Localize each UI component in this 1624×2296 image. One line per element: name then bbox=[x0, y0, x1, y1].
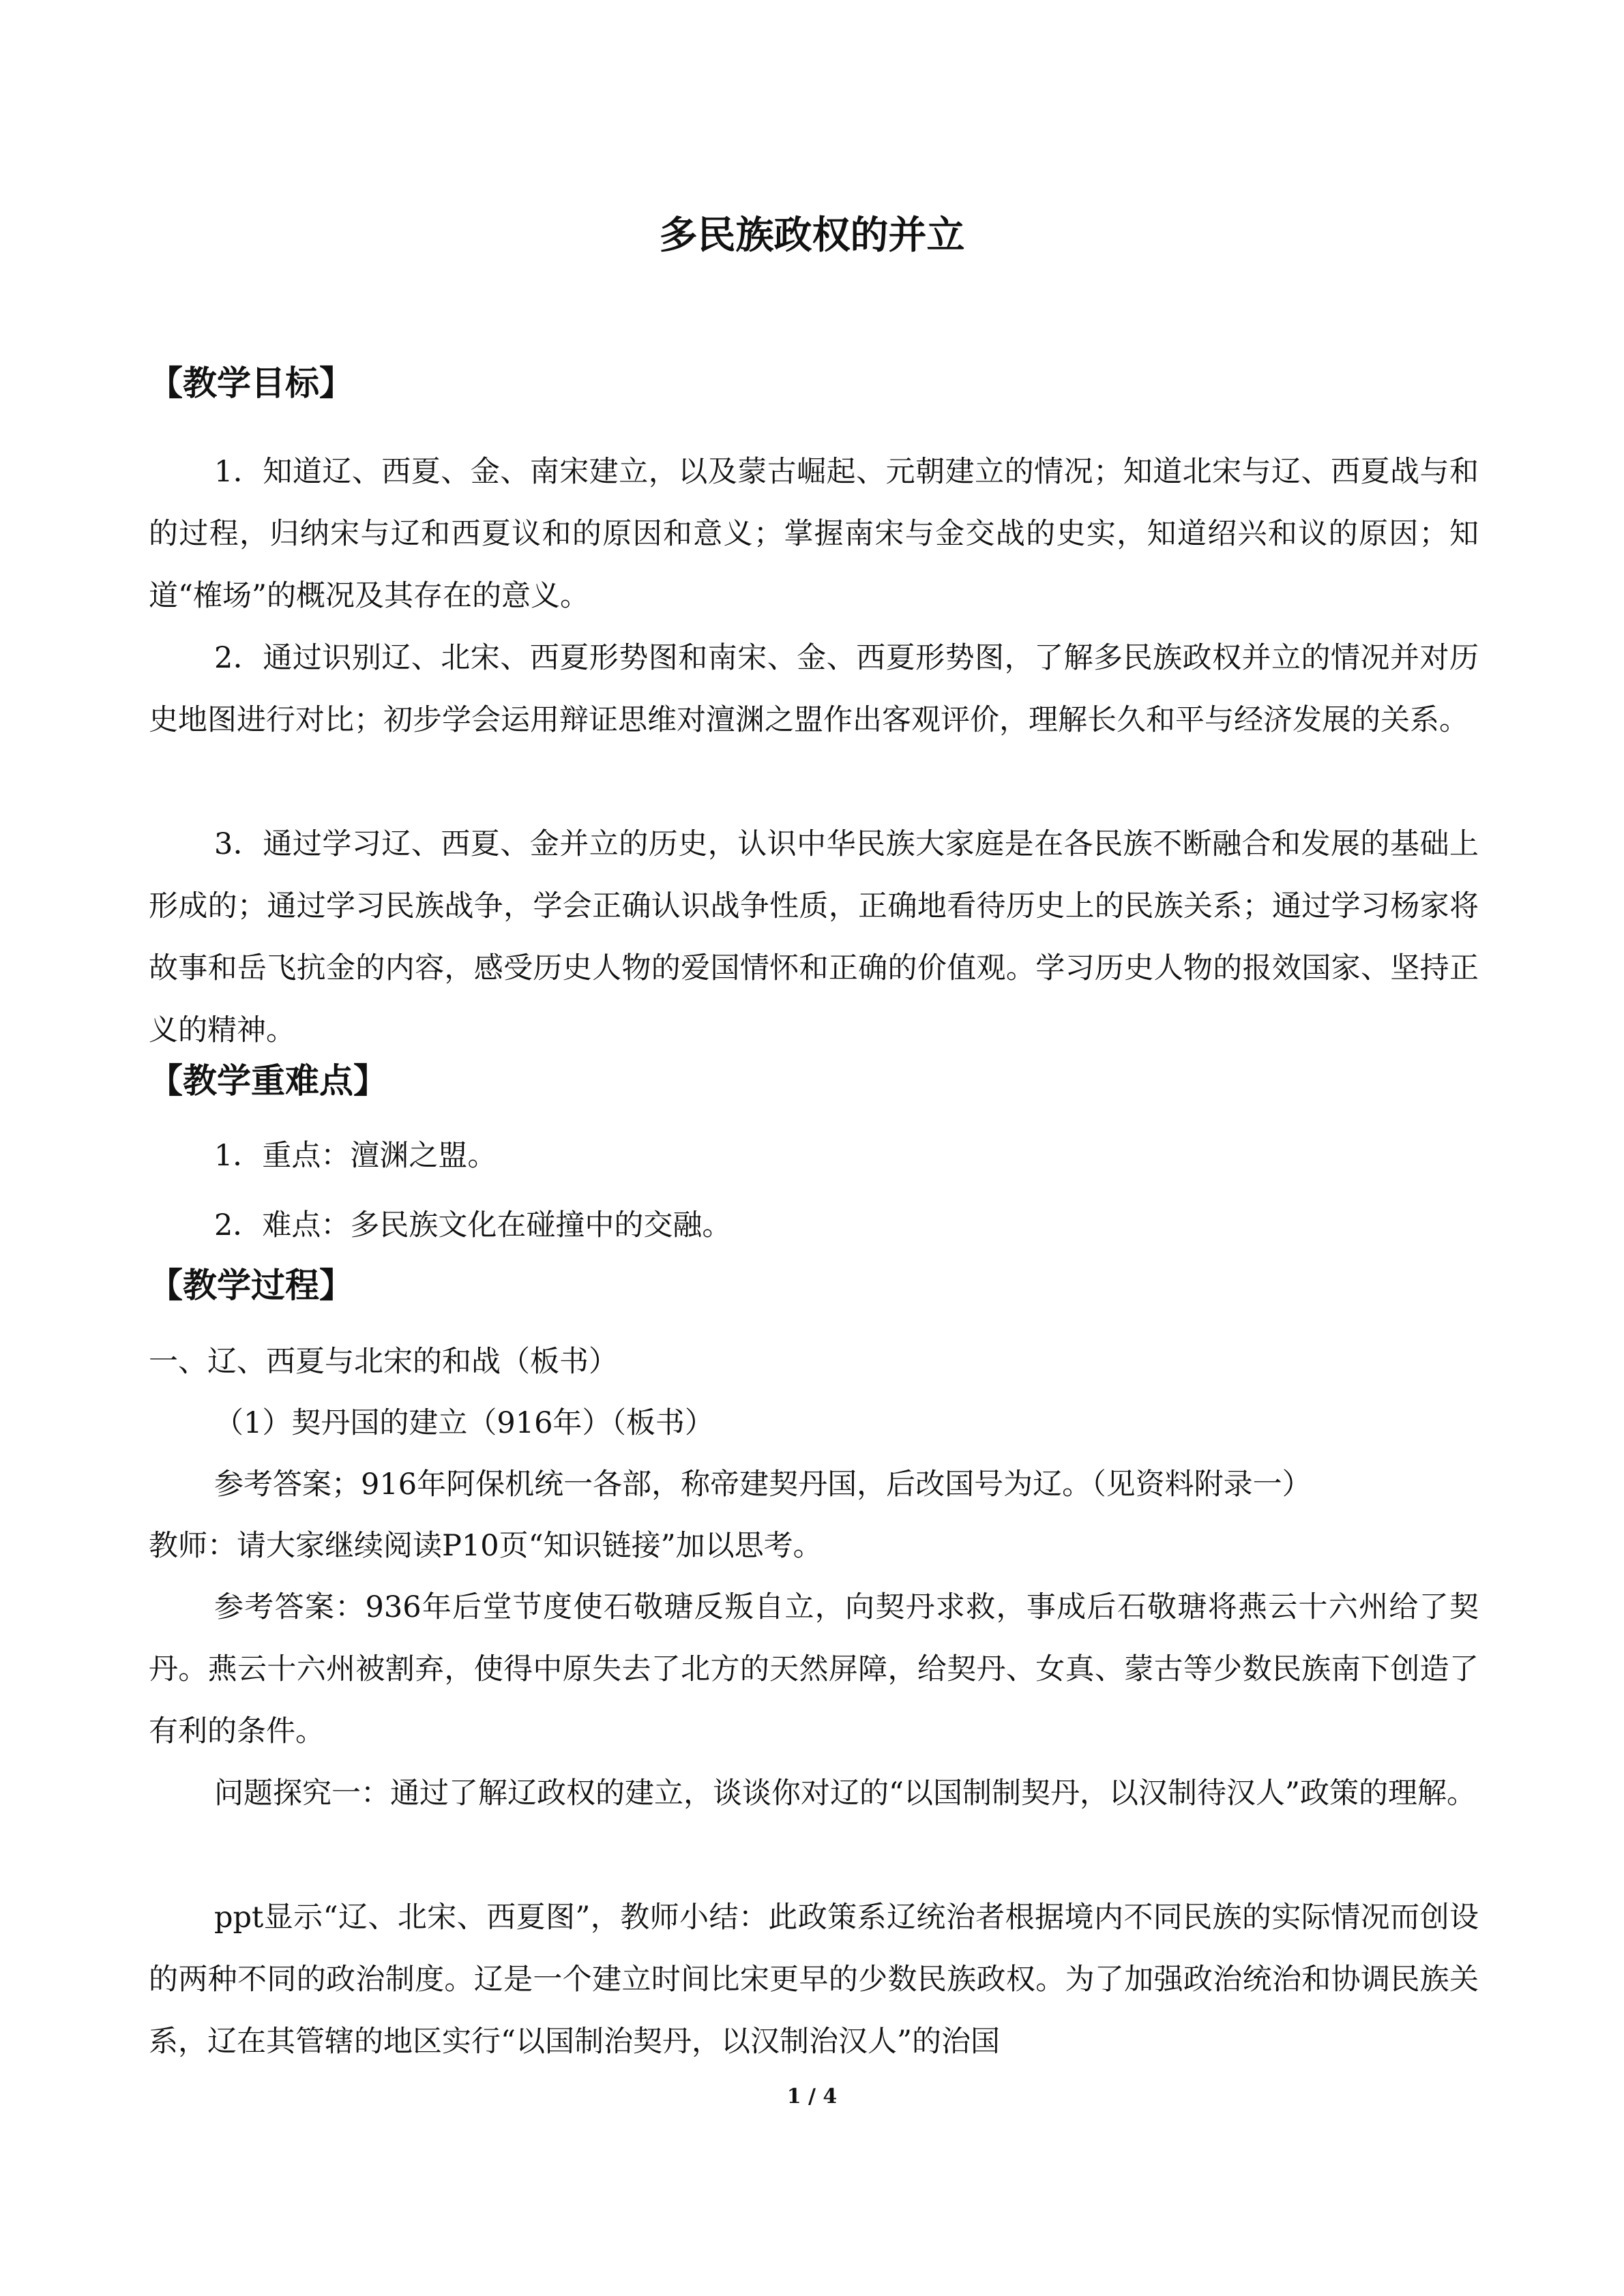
objectives-heading: 【教学目标】 bbox=[149, 363, 353, 403]
process-part1-title: 一、辽、西夏与北宋的和战（板书） bbox=[149, 1345, 618, 1379]
process-heading: 【教学过程】 bbox=[149, 1265, 353, 1305]
objective-item-3: 3．通过学习辽、西夏、金并立的历史，认识中华民族大家庭是在各民族不断融合和发展的基础上形成的；通过学习民族战争，学会正确认识战争性质，正确地看待历史上的民族关系；通过学习杨家将故事和岳飞抗金的内容，感受历史人物的爱国情怀和正确的价值观。学习历史人物的报效国家、坚持正义的精神。 bbox=[149, 827, 1479, 1047]
key-point-item-1: 1．重点：澶渊之盟。 bbox=[214, 1139, 497, 1173]
page-title: 多民族政权的并立 bbox=[659, 213, 965, 258]
key-point-item-2: 2．难点：多民族文化在碰撞中的交融。 bbox=[214, 1208, 732, 1242]
objective-item-2: 2．通过识别辽、北宋、西夏形势图和南宋、金、西夏形势图，了解多民族政权并立的情况并对历史地图进行对比；初步学会运用辩证思维对澶渊之盟作出客观评价，理解长久和平与经济发展的关系。 bbox=[149, 641, 1479, 737]
process-summary-1: ppt显示“辽、北宋、西夏图”，教师小结：此政策系辽统治者根据境内不同民族的实际情况而创设的两种不同的政治制度。辽是一个建立时间比宋更早的少数民族政权。为了加强政治统治和协调民族关系，辽在其管辖的地区实行“以国制治契丹，以汉制治汉人”的治国 bbox=[149, 1900, 1479, 2059]
page-number: 1 / 4 bbox=[786, 2085, 838, 2108]
process-answer-2: 参考答案：936年后堂节度使石敬瑭反叛自立，向契丹求救，事成后石敬瑭将燕云十六州给了契丹。燕云十六州被割弃，使得中原失去了北方的天然屏障，给契丹、女真、蒙古等少数民族南下创造了有利的条件。 bbox=[149, 1590, 1479, 1748]
process-sub1-title: （1）契丹国的建立（916年）（板书） bbox=[214, 1406, 714, 1440]
process-teacher-1: 教师：请大家继续阅读P10页“知识链接”加以思考。 bbox=[149, 1529, 823, 1563]
objective-item-1: 1．知道辽、西夏、金、南宋建立，以及蒙古崛起、元朝建立的情况；知道北宋与辽、西夏战与和的过程，归纳宋与辽和西夏议和的原因和意义；掌握南宋与金交战的史实，知道绍兴和议的原因；知道“榷场”的概况及其存在的意义。 bbox=[149, 455, 1479, 613]
key-points-heading: 【教学重难点】 bbox=[149, 1060, 387, 1101]
process-question-1: 问题探究一：通过了解辽政权的建立，谈谈你对辽的“以国制制契丹，以汉制待汉人”政策的理解。 bbox=[214, 1776, 1476, 1810]
process-answer-1: 参考答案；916年阿保机统一各部，称帝建契丹国，后改国号为辽。（见资料附录一） bbox=[214, 1467, 1312, 1502]
